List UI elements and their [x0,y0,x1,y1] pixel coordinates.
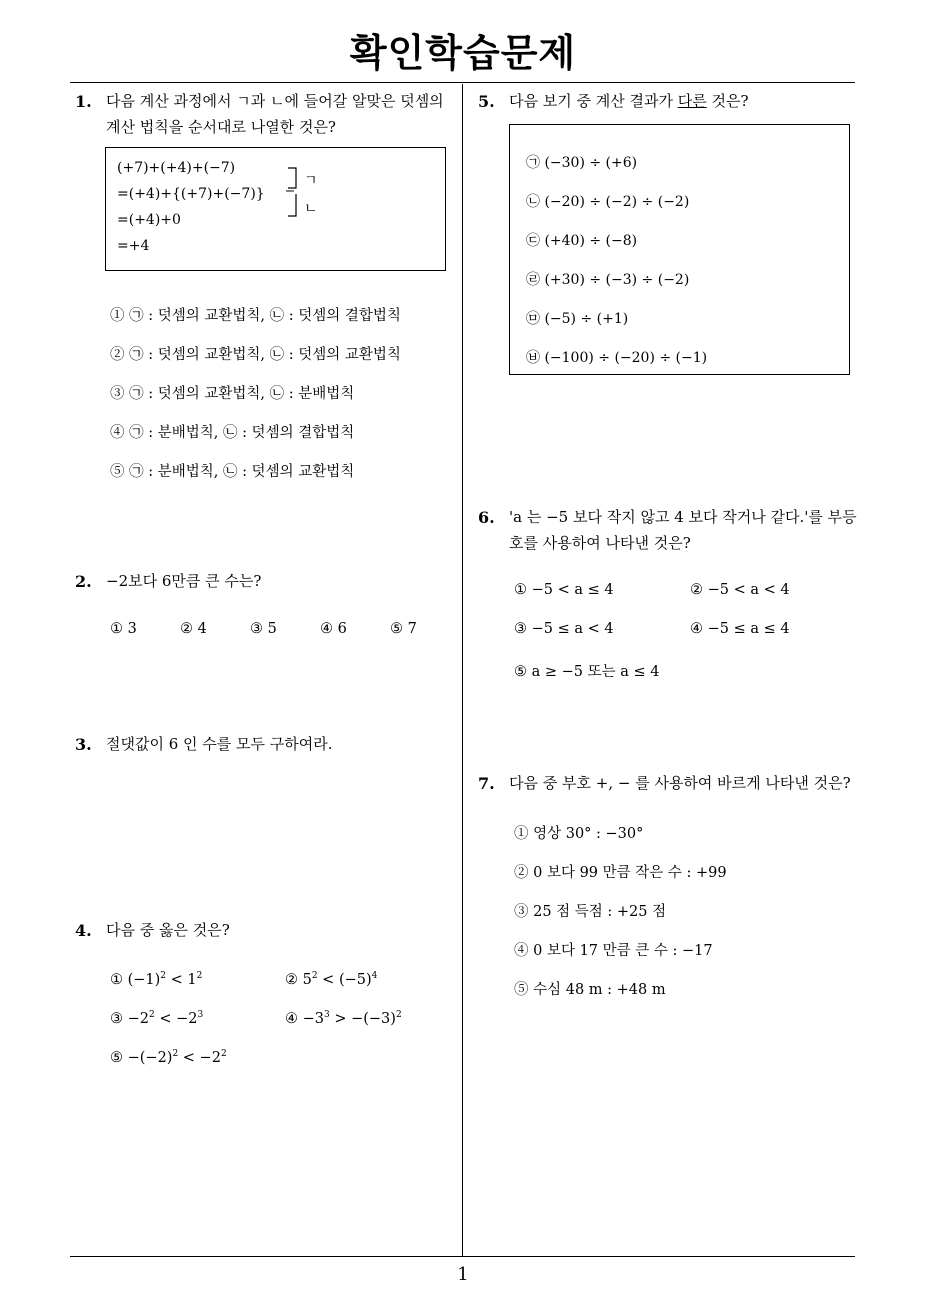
q6-number: 6. [478,508,495,527]
q5-text: 다음 보기 중 계산 결과가 다른 것은? [509,92,749,110]
q6-option-2[interactable]: ② −5 < a < 4 [690,582,790,598]
q1-box-line: =(+4)+0 [117,212,181,228]
q1-box-line: (+7)+(+4)+(−7) [117,160,236,176]
q2-text: −2보다 6만큼 큰 수는? [106,572,262,590]
q1-option-2[interactable]: ② ㉠ : 덧셈의 교환법칙, ㉡ : 덧셈의 교환법칙 [110,347,401,363]
q4-text: 다음 중 옳은 것은? [106,921,230,939]
q1-calculation-box [105,147,446,271]
q1-bracket-marks [282,164,302,224]
page-title: 확인학습문제 [349,31,577,75]
q2-option-5[interactable]: ⑤ 7 [390,621,417,637]
bottom-rule [70,1256,855,1257]
q1-text-line1: 다음 계산 과정에서 ㄱ과 ㄴ에 들어갈 알맞은 덧셈의 [106,92,444,110]
q6-option-1[interactable]: ① −5 < a ≤ 4 [514,582,614,598]
q7-number: 7. [478,774,495,793]
q5-choices-box [509,124,850,375]
q6-option-5[interactable]: ⑤ a ≥ −5 또는 a ≤ 4 [514,664,660,680]
q7-text: 다음 중 부호 +, − 를 사용하여 바르게 나타낸 것은? [509,774,851,792]
q3-text: 절댓값이 6 인 수를 모두 구하여라. [106,735,333,753]
q5-box-line: ㉣ (+30) ÷ (−3) ÷ (−2) [526,272,690,288]
q7-option-1[interactable]: ① 영상 30° : −30° [514,826,644,842]
q6-text-line1: 'a 는 −5 보다 작지 않고 4 보다 작거나 같다.'를 부등 [509,508,857,526]
q4-option-4[interactable]: ④ $-3^3 > -(-3)^2$ [285,1010,402,1027]
q6-option-4[interactable]: ④ −5 ≤ a ≤ 4 [690,621,790,637]
q2-option-4[interactable]: ④ 6 [320,621,347,637]
q5-number: 5. [478,92,495,111]
q1-option-5[interactable]: ⑤ ㉠ : 분배법칙, ㉡ : 덧셈의 교환법칙 [110,464,355,480]
q3-number: 3. [75,735,92,754]
q7-option-5[interactable]: ⑤ 수심 48 m : +48 m [514,982,666,998]
q5-box-line: ㉡ (−20) ÷ (−2) ÷ (−2) [526,194,690,210]
q6-option-3[interactable]: ③ −5 ≤ a < 4 [514,621,614,637]
q5-box-line: ㉤ (−5) ÷ (+1) [526,311,629,327]
q7-option-2[interactable]: ② 0 보다 99 만큼 작은 수 : +99 [514,865,727,881]
q5-box-line: ㉥ (−100) ÷ (−20) ÷ (−1) [526,350,708,366]
q1-number: 1. [75,92,92,111]
q1-box-line: =+4 [117,238,150,254]
q4-option-3[interactable]: ③ $-2^2 < -2^3$ [110,1010,204,1027]
q2-number: 2. [75,572,92,591]
q1-option-4[interactable]: ④ ㉠ : 분배법칙, ㉡ : 덧셈의 결합법칙 [110,425,355,441]
q4-option-5[interactable]: ⑤ $-(-2)^2 < -2^2$ [110,1049,227,1066]
q2-option-2[interactable]: ② 4 [180,621,207,637]
q2-option-3[interactable]: ③ 5 [250,621,277,637]
q1-option-1[interactable]: ① ㉠ : 덧셈의 교환법칙, ㉡ : 덧셈의 결합법칙 [110,308,401,324]
q5-box-line: ㉠ (−30) ÷ (+6) [526,155,638,171]
q5-underlined-word: 다른 [677,92,707,110]
q4-option-2[interactable]: ② $5^2 < (-5)^4$ [285,971,378,988]
q6-text-line2: 호를 사용하여 나타낸 것은? [509,534,691,552]
q1-option-3[interactable]: ③ ㉠ : 덧셈의 교환법칙, ㉡ : 분배법칙 [110,386,355,402]
q5-box-line: ㉢ (+40) ÷ (−8) [526,233,638,249]
q1-box-line: =(+4)+{(+7)+(−7)} [117,186,265,202]
top-rule [70,82,855,83]
q1-text-line2: 계산 법칙을 순서대로 나열한 것은? [106,118,336,136]
q4-option-1[interactable]: ① $(-1)^2 < 1^2$ [110,971,203,988]
page-number: 1 [457,1264,469,1285]
q1-label-giyeok: ㄱ [304,173,318,189]
q2-option-1[interactable]: ① 3 [110,621,137,637]
q1-label-nieun: ㄴ [304,201,318,217]
q4-number: 4. [75,921,92,940]
q7-option-3[interactable]: ③ 25 점 득점 : +25 점 [514,904,667,920]
column-divider [462,84,463,1256]
q7-option-4[interactable]: ④ 0 보다 17 만큼 큰 수 : −17 [514,943,713,959]
